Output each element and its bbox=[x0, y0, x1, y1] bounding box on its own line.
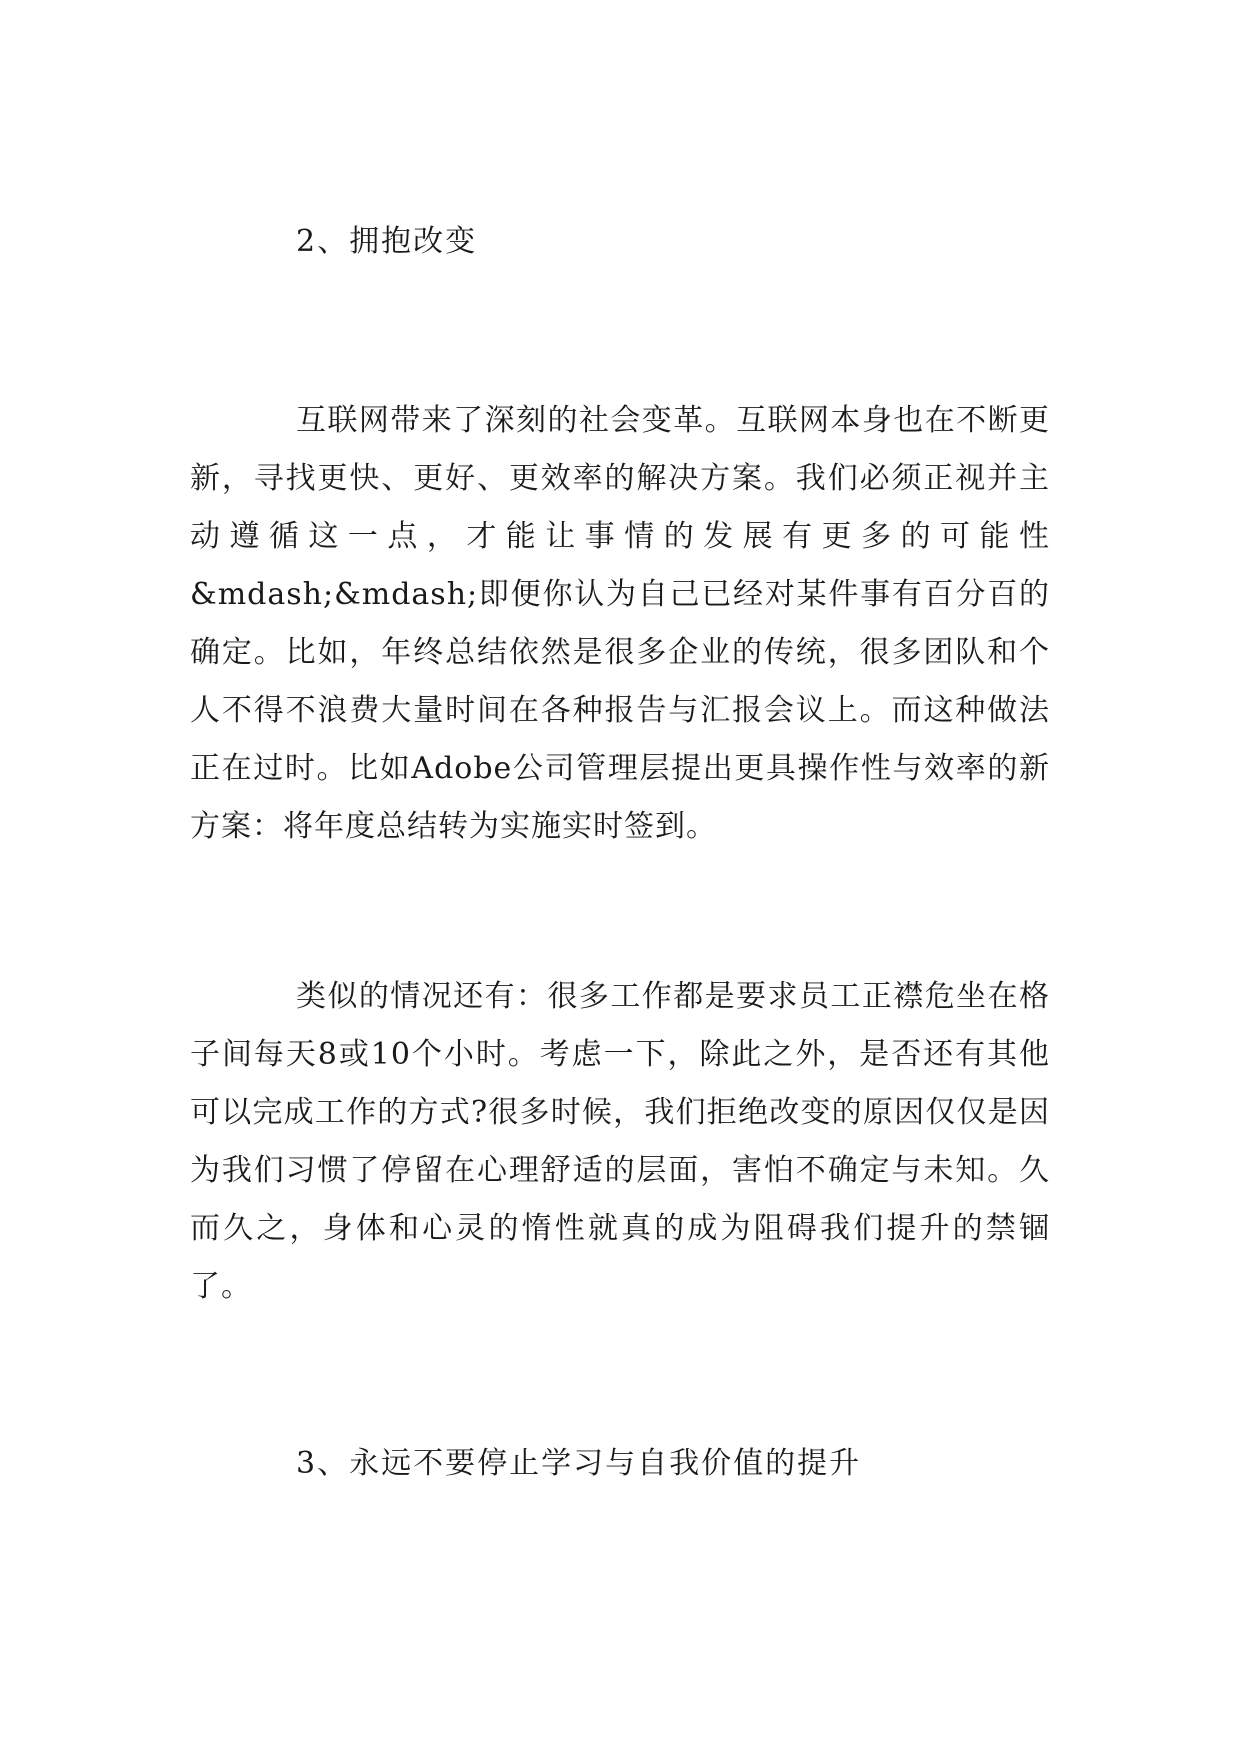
section-heading-embrace-change: 2、拥抱改变 bbox=[296, 224, 478, 259]
section-heading-keep-learning: 3、永远不要停止学习与自我价值的提升 bbox=[296, 1446, 862, 1481]
paragraph-similar-situations: 类似的情况还有：很多工作都是要求员工正襟危坐在格子间每天8或10个小时。考虑一下，除此之外，是否还有其他可以完成工作的方式?很多时候，我们拒绝改变的原因仅仅是因为我们习惯了停留在心理舒适的层面，害怕不确定与未知。久而久之，身体和心灵的惰性就真的成为阻碍我们提升的禁锢了。 bbox=[190, 979, 1050, 1304]
paragraph-internet-change: 互联网带来了深刻的社会变革。互联网本身也在不断更新，寻找更快、更好、更效率的解决方案。我们必须正视并主动遵循这一点，才能让事情的发展有更多的可能性&mdash;&mdash;即便你认为自己已经对某件事有百分百的确定。比如，年终总结依然是很多企业的传统，很多团队和个人不得不浪费大量时间在各种报告与汇报会议上。而这种做法正在过时。比如Adobe公司管理层提出更具操作性与效率的新方案：将年度总结转为实施实时签到。 bbox=[190, 403, 1050, 844]
